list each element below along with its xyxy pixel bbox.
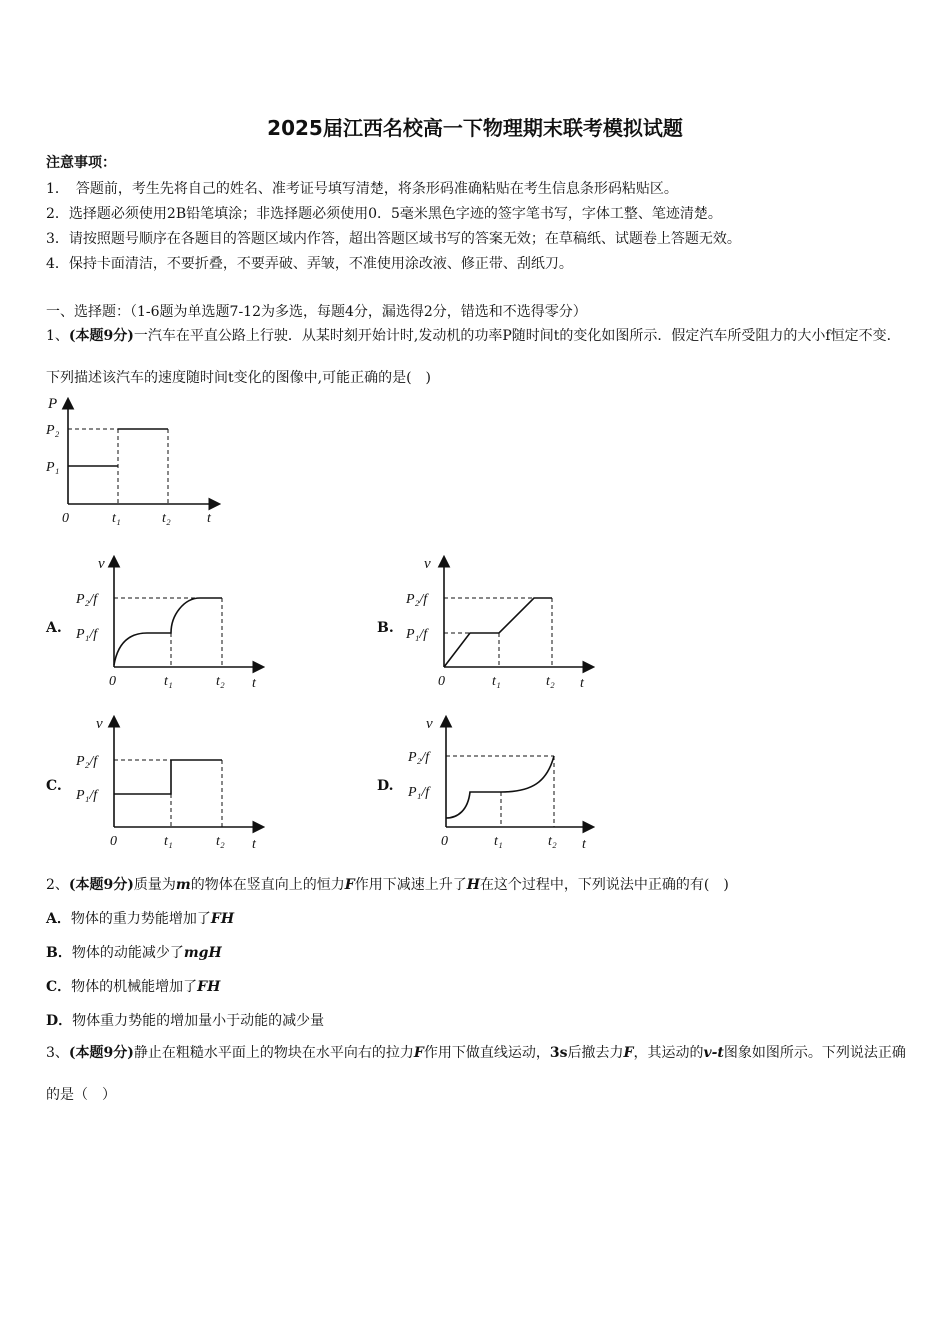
option-d-graph: [402, 710, 602, 855]
p-axis-label: P: [48, 396, 58, 412]
stem-text: 静止在粗糙水平面上的物块在水平向右的拉力: [133, 1045, 414, 1061]
question-2-option-d: [46, 1010, 324, 1030]
option-label: D．: [46, 1013, 73, 1029]
origin-label: 0: [438, 674, 445, 689]
notice-heading: 注意事项：: [46, 155, 116, 171]
power-time-graph: [40, 392, 230, 532]
question-2-option-a: [46, 908, 234, 928]
math-symbol: FH: [210, 911, 235, 927]
t2-label: t₂: [546, 674, 555, 689]
stem-text: 作用下做直线运动，: [423, 1045, 550, 1061]
stem-text: 在这个过程中，下列说法中正确的有( ): [479, 877, 729, 893]
stem-text: 后撤去力: [567, 1045, 624, 1061]
option-a-graph: [72, 550, 272, 695]
question-3-stem: [46, 1032, 908, 1116]
p1f-label: P₁/f: [406, 627, 428, 642]
p2-label: P₂: [46, 423, 60, 438]
origin-label: 0: [441, 834, 448, 849]
p1f-label: P₁/f: [76, 627, 98, 642]
t1-label: t₁: [164, 674, 173, 689]
option-text: 物体的重力势能增加了: [70, 911, 211, 927]
origin-label: 0: [62, 511, 69, 526]
stem-text: 图象如图所示。下列说法正确的是（ ）: [46, 1045, 906, 1103]
option-c-label: C.: [46, 778, 62, 794]
t2-label: t₂: [548, 834, 557, 849]
t2-label: t₂: [162, 511, 171, 526]
option-text: 物体的动能减少了: [71, 945, 184, 961]
question-2-option-c: [46, 976, 220, 996]
math-symbol: 3s: [549, 1045, 568, 1061]
math-symbol: v-t: [703, 1045, 724, 1061]
option-text: 物体的机械能增加了: [71, 979, 198, 995]
question-score: (本题9分): [68, 1045, 134, 1061]
stem-text: 质量为: [133, 877, 176, 893]
v-axis-label: v: [424, 556, 431, 572]
option-b-graph: [402, 550, 602, 695]
math-symbol: F: [344, 877, 355, 893]
question-1-stem: [46, 315, 908, 399]
velocity-curve: [446, 756, 554, 818]
p2f-label: P₂/f: [408, 750, 430, 765]
math-symbol: FH: [197, 979, 221, 995]
t-axis-label: t: [580, 676, 584, 691]
math-symbol: m: [175, 877, 191, 893]
origin-label: 0: [110, 834, 117, 849]
p1f-label: P₁/f: [76, 788, 98, 803]
notice-item: 4．保持卡面清洁，不要折叠，不要弄破、弄皱，不准使用涂改液、修正带、刮纸刀。: [46, 256, 573, 272]
question-2-stem: [46, 874, 729, 894]
p1f-label: P₁/f: [408, 785, 430, 800]
t-axis-label: t: [252, 837, 256, 852]
v-axis-label: v: [98, 556, 105, 572]
option-b-label: B.: [377, 620, 394, 636]
t-axis-label: t: [582, 837, 586, 852]
p1-label: P₁: [46, 460, 60, 475]
option-label: A．: [46, 911, 71, 927]
notice-item: 1． 答题前，考生先将自己的姓名、准考证号填写清楚，将条形码准确粘贴在考生信息条形码粘贴区。: [46, 181, 678, 197]
section-heading: 一、选择题：（1-6题为单选题7-12为多选，每题4分，漏选得2分，错选和不选得零分）: [46, 304, 587, 320]
t2-label: t₂: [216, 834, 225, 849]
velocity-curve: [114, 760, 222, 794]
question-number: 1、: [46, 328, 69, 344]
option-text: 物体重力势能的增加量小于动能的减少量: [72, 1013, 325, 1029]
velocity-curve: [114, 598, 222, 665]
t-axis-label: t: [207, 511, 211, 526]
t1-label: t₁: [112, 511, 121, 526]
option-d-label: D.: [377, 778, 394, 794]
option-a-label: A.: [46, 620, 62, 636]
t-axis-label: t: [252, 676, 256, 691]
t1-label: t₁: [164, 834, 173, 849]
page-title: 2025届江西名校高一下物理期末联考模拟试题: [267, 116, 683, 140]
math-symbol: H: [466, 877, 480, 893]
question-number: 2、: [46, 877, 69, 893]
question-score: (本题9分): [68, 328, 134, 344]
math-symbol: mgH: [183, 945, 222, 961]
stem-text: 作用下减速上升了: [354, 877, 467, 893]
stem-text: 的物体在竖直向上的恒力: [190, 877, 345, 893]
math-symbol: F: [623, 1045, 634, 1061]
stem-text: ，其运动的: [633, 1045, 704, 1061]
question-number: 3、: [46, 1045, 69, 1061]
p2f-label: P₂/f: [76, 592, 98, 607]
question-text: 一汽车在平直公路上行驶．从某时刻开始计时,发动机的功率P随时间t的变化如图所示．假定汽车所受阻力的大小f恒定不变．下列描述该汽车的速度随时间t变化的图像中,可能正确的是( ): [46, 328, 901, 386]
p2f-label: P₂/f: [406, 592, 428, 607]
v-axis-label: v: [426, 716, 433, 732]
math-symbol: F: [413, 1045, 424, 1061]
option-label: C．: [46, 979, 72, 995]
question-2-option-b: [46, 942, 222, 962]
notice-item: 2．选择题必须使用2B铅笔填涂；非选择题必须使用0．5毫米黑色字迹的签字笔书写，字体工整、笔迹清楚。: [46, 206, 722, 222]
option-label: B．: [46, 945, 72, 961]
t1-label: t₁: [492, 674, 501, 689]
option-c-graph: [72, 710, 272, 855]
t1-label: t₁: [494, 834, 503, 849]
question-score: (本题9分): [68, 877, 134, 893]
t2-label: t₂: [216, 674, 225, 689]
notice-item: 3．请按照题号顺序在各题目的答题区域内作答，超出答题区域书写的答案无效；在草稿纸、试题卷上答题无效。: [46, 231, 741, 247]
v-axis-label: v: [96, 716, 103, 732]
origin-label: 0: [109, 674, 116, 689]
p2f-label: P₂/f: [76, 754, 98, 769]
